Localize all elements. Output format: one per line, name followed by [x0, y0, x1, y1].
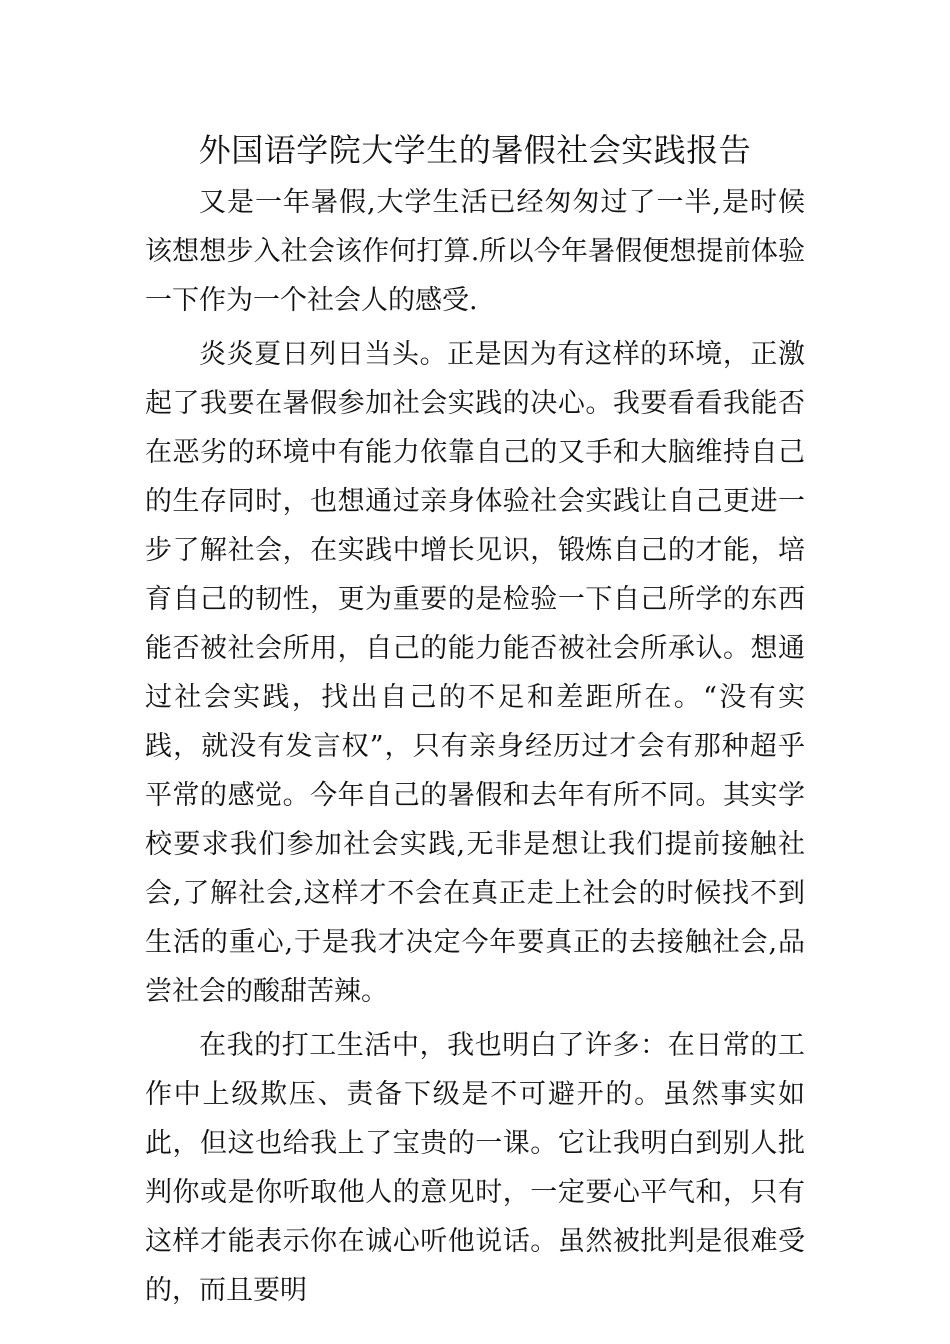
document-title: 外国语学院大学生的暑假社会实践报告 [198, 131, 752, 169]
paragraph-1: 又是一年暑假,大学生活已经匆匆过了一半,是时候该想想步入社会该作何打算.所以今年暑假便想提前体验一下作为一个社会人的感受. [145, 187, 805, 316]
paragraph-2: 炎炎夏日列日当头。正是因为有这样的环境，正激起了我要在暑假参加社会实践的决心。我要看看我能否在恶劣的环境中有能力依靠自己的又手和大脑维持自己的生存同时，也想通过亲身体验社会实践让自己更进一步了解社会，在实践中增长见识，锻炼自己的才能，培育自己的韧性，更为重要的是检验一下自己所学的东西能否被社会所用，自己的能力能否被社会所承认。想通过社会实践，找出自己的不足和差距所在。“没有实践，就没有发言权”，只有亲身经历过才会有那种超乎平常的感觉。今年自己的暑假和去年有所不同。其实学校要求我们参加社会实践,无非是想让我们提前接触社会,了解社会,这样才不会在真正走上社会的时候找不到生活的重心,于是我才决定今年要真正的去接触社会,品尝社会的酸甜苦辣。 [145, 339, 805, 1007]
document-body [145, 178, 805, 1315]
paragraph-3: 在我的打工生活中，我也明白了许多：在日常的工作中上级欺压、责备下级是不可避开的。虽然事实如此，但这也给我上了宝贵的一课。它让我明白到别人批判你或是你听取他人的意见时，一定要心平气和，只有这样才能表示你在诚心听他说话。虽然被批判是很难受的，而且要明 [145, 1030, 805, 1306]
